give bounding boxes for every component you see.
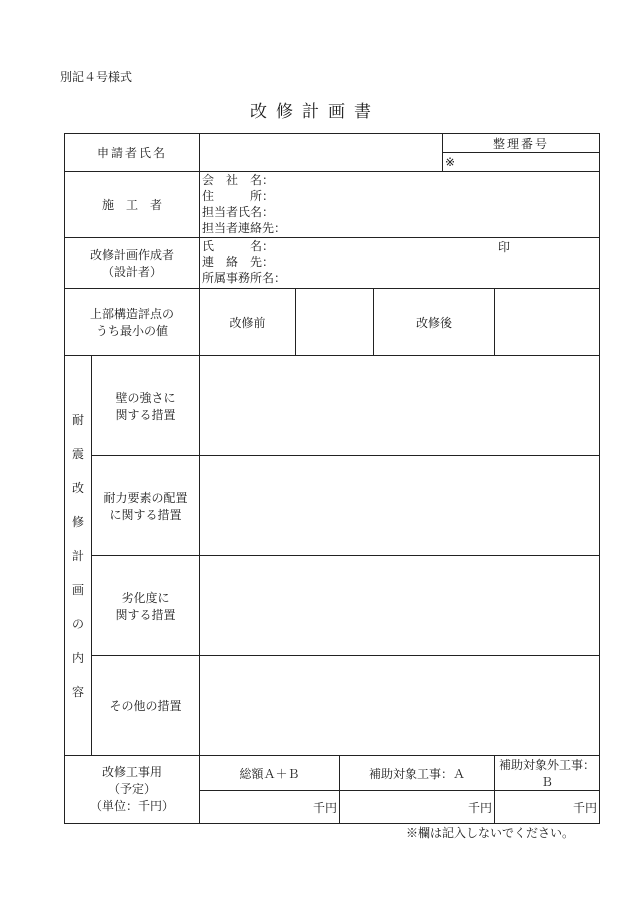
vertical-char: 修 bbox=[71, 514, 84, 529]
structure-score-label-line2: うち最小の値 bbox=[96, 324, 169, 338]
before-renovation-value[interactable] bbox=[296, 289, 374, 356]
after-renovation-label: 改修後 bbox=[374, 289, 495, 356]
contractor-fields[interactable] bbox=[200, 172, 600, 238]
bearing-element-field[interactable] bbox=[200, 456, 600, 556]
deterioration-label-line2: 関する措置 bbox=[115, 607, 176, 622]
other-measures-label bbox=[92, 656, 200, 756]
other-measures-label-line1: その他の措置 bbox=[109, 699, 182, 713]
address-field[interactable]: 住 所： bbox=[202, 189, 275, 203]
wall-strength-label bbox=[92, 356, 200, 456]
designer-contact-field[interactable]: 連 絡 先： bbox=[202, 255, 275, 269]
before-renovation-label: 改修前 bbox=[200, 289, 296, 356]
applicant-name-field[interactable] bbox=[200, 134, 443, 172]
deterioration-field[interactable] bbox=[200, 556, 600, 656]
bearing-element-label-line2: に関する措置 bbox=[109, 507, 182, 522]
designer-fields[interactable] bbox=[200, 238, 600, 289]
plan-content-vertical-label bbox=[65, 356, 92, 756]
designer-label-line2: （設計者） bbox=[102, 265, 163, 279]
non-subsidy-header: 補助対象外工事：Ｂ bbox=[495, 756, 600, 791]
contact-phone-field[interactable]: 担当者連絡先： bbox=[202, 221, 287, 235]
non-subsidy-field[interactable]: 千円 bbox=[495, 791, 600, 824]
form-number-label: 別記４号様式 bbox=[60, 70, 133, 84]
bearing-element-label bbox=[92, 456, 200, 556]
wall-strength-field[interactable] bbox=[200, 356, 600, 456]
total-cost-header: 総額Ａ＋Ｂ bbox=[200, 756, 340, 791]
renovation-cost-label bbox=[65, 756, 200, 824]
renovation-cost-label-line2: （予定） bbox=[108, 782, 157, 796]
wall-strength-label-line1: 壁の強さに bbox=[115, 390, 176, 405]
subsidy-target-field[interactable]: 千円 bbox=[340, 791, 495, 824]
designer-label bbox=[65, 238, 200, 289]
document-title: 改修計画書 bbox=[250, 102, 380, 122]
vertical-char: 耐 bbox=[71, 412, 84, 427]
structure-score-label-line1: 上部構造評点の bbox=[90, 307, 175, 321]
total-cost-field[interactable]: 千円 bbox=[200, 791, 340, 824]
wall-strength-label-line2: 関する措置 bbox=[115, 407, 176, 422]
vertical-char: 内 bbox=[71, 650, 84, 665]
contractor-label: 施 工 者 bbox=[65, 172, 200, 238]
vertical-char: 震 bbox=[71, 446, 84, 461]
applicant-name-label: 申請者氏名 bbox=[65, 134, 200, 172]
deterioration-label-line1: 劣化度に bbox=[121, 590, 170, 605]
structure-score-label bbox=[65, 289, 200, 356]
contact-person-field[interactable]: 担当者氏名： bbox=[202, 205, 275, 219]
renovation-cost-label-line3: （単位：千円） bbox=[90, 799, 175, 813]
bearing-element-label-line1: 耐力要素の配置 bbox=[103, 490, 188, 505]
designer-name-field[interactable]: 氏 名： bbox=[202, 239, 275, 253]
reference-number-label: 整理番号 bbox=[443, 134, 600, 153]
vertical-char: 計 bbox=[71, 548, 84, 563]
after-renovation-value[interactable] bbox=[495, 289, 600, 356]
vertical-char: の bbox=[71, 616, 84, 631]
designer-label-line1: 改修計画作成者 bbox=[90, 248, 175, 262]
footnote: ※欄は記入しないでください。 bbox=[406, 826, 575, 840]
seal-mark: 印 bbox=[498, 240, 511, 254]
other-measures-field[interactable] bbox=[200, 656, 600, 756]
vertical-char: 改 bbox=[71, 480, 84, 495]
renovation-plan-form bbox=[64, 133, 600, 824]
reference-number-field: ※ bbox=[443, 153, 600, 172]
designer-office-field[interactable]: 所属事務所名： bbox=[202, 271, 287, 285]
vertical-char: 画 bbox=[71, 582, 84, 597]
renovation-cost-label-line1: 改修工事用 bbox=[102, 765, 163, 779]
vertical-char: 容 bbox=[71, 684, 84, 699]
deterioration-label bbox=[92, 556, 200, 656]
subsidy-target-header: 補助対象工事：Ａ bbox=[340, 756, 495, 791]
company-name-field[interactable]: 会 社 名： bbox=[202, 173, 275, 187]
